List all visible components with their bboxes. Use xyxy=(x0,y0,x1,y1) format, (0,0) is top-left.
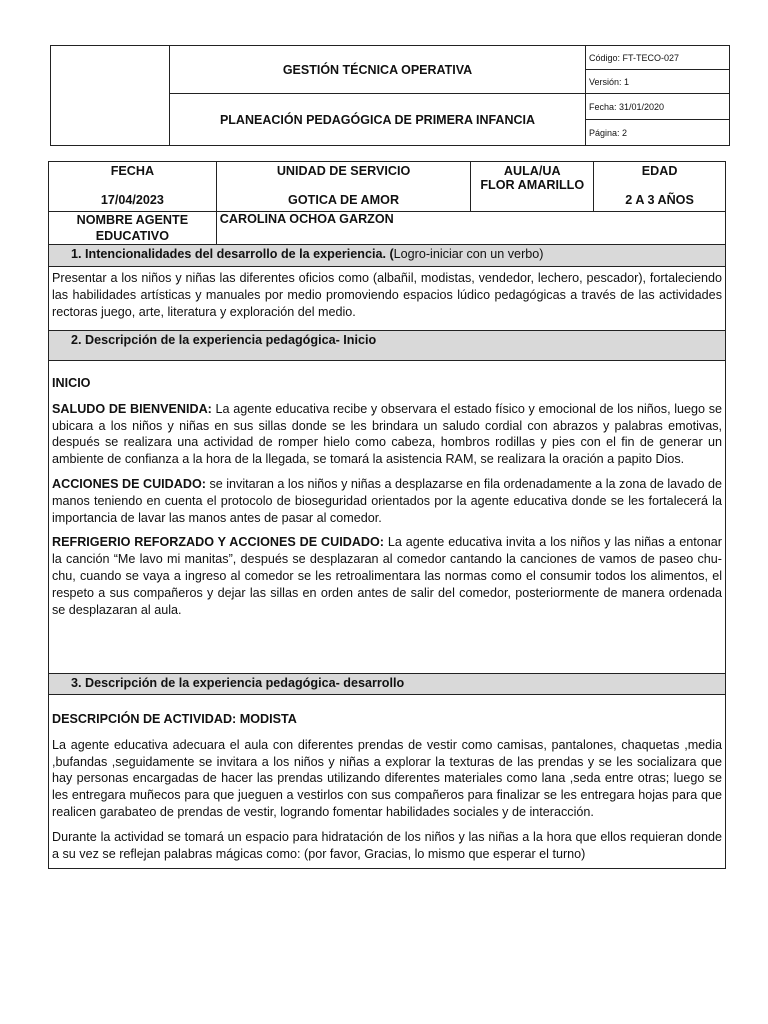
logo-cell xyxy=(51,46,170,146)
section3-header xyxy=(49,674,726,695)
agente-row xyxy=(49,212,726,245)
saludo-paragraph xyxy=(52,401,722,468)
planning-table xyxy=(48,161,726,869)
edad-cell xyxy=(594,162,726,212)
section3-paragraph-1: La agente educativa adecuara el aula con diferentes prendas de vestir como camisas, pantalones, chaquetas ,media ,bufandas ,seguidamente se invitara a los niños y niñas a explorar la texturas de las prendas y se les socializara que hay personas encargadas de hacer las prendas utilizando diferentes materiales como lana ,seda entre otras; luego se les entregara muñecos para que jueguen a vestirlos con sus compañeros para finalizar se les entregara hojas para que realicen garabateo de prendas de vestir, logrando fomentar habilidades sociales y de interacción. xyxy=(52,737,722,819)
section1-title xyxy=(49,245,726,267)
section2-title: 2. Descripción de la experiencia pedagógica- Inicio xyxy=(49,331,726,361)
aula-cell xyxy=(471,162,594,212)
section1-title-bold: 1. Intencionalidades del desarrollo de la experiencia. ( xyxy=(71,247,394,261)
section3-paragraph-2: Durante la actividad se tomará un espacio para hidratación de los niños y las niñas a la hora que ellos requieran donde a su vez se reflejan palabras mágicas como: (por favor, Gracias, lo mismo que esperar el turno) xyxy=(52,829,722,861)
inicio-heading: INICIO xyxy=(52,376,91,390)
header-version: Versión: 1 xyxy=(586,70,730,94)
edad-value: 2 A 3 AÑOS xyxy=(625,193,694,207)
section3-body-cell xyxy=(49,695,726,869)
section3-body-row xyxy=(49,695,726,869)
header-fecha: Fecha: 31/01/2020 xyxy=(586,94,730,120)
agente-label-cell xyxy=(49,212,217,245)
acciones-text: se invitaran a los niños y niñas a desplazarse en fila ordenadamente a la zona de lavado de manos teniendo en cuenta el protocolo de bioseguridad orientados por la agente educativa donde se les fortalecerá la importancia de lavar las manos antes de pasar al comedor. xyxy=(52,476,722,525)
refrigerio-text: La agente educativa invita a los niños y las niñas a entonar la canción “Me lavo mi manitas”, después se desplazaran al comedor cantando la canciones de vamos de paseo chu-chu, cuando se vaya a ingreso al comedor se les retroalimentara las normas como el consumir todos los alimentos, el respeto a sus compañeros y dejar las sillas en orden antes de salir del comedor, posteriormente de manera ordenada se desplazaran al aula. xyxy=(52,535,722,617)
section1-header xyxy=(49,245,726,267)
agente-label-1: NOMBRE AGENTE xyxy=(76,213,189,227)
header-title-1: GESTIÓN TÉCNICA OPERATIVA xyxy=(170,46,586,94)
aula-value: FLOR AMARILLO xyxy=(480,178,585,192)
acciones-paragraph xyxy=(52,476,722,526)
fecha-cell xyxy=(49,162,217,212)
unidad-value: GOTICA DE AMOR xyxy=(288,193,400,207)
header-pagina: Página: 2 xyxy=(586,120,730,146)
section2-body-row xyxy=(49,361,726,674)
document-header xyxy=(50,45,730,146)
header-title-2: PLANEACIÓN PEDAGÓGICA DE PRIMERA INFANCIA xyxy=(170,94,586,146)
agente-value: CAROLINA OCHOA GARZON xyxy=(216,212,725,245)
edad-label: EDAD xyxy=(641,164,678,178)
aula-label: AULA/UA xyxy=(503,164,561,178)
saludo-label: SALUDO DE BIENVENIDA: xyxy=(52,401,212,416)
fecha-label: FECHA xyxy=(110,164,155,178)
saludo-text: La agente educativa recibe y observara el estado físico y emocional de los niños, luego se ubicara a los niños y niñas en sus sillas donde se les brindara un saludo cordial con abrazos y palabras emotivas, después se realizara una actividad de romper hielo como cabeza, hombros rodillas y pies con el fin de generar un ambiente de confianza a la hora de la llegada, se tomará la asistencia RAM, se realizara la oración a papito Dios. xyxy=(52,401,722,467)
section1-body-row xyxy=(49,267,726,331)
section1-body-cell xyxy=(49,267,726,331)
unidad-label: UNIDAD DE SERVICIO xyxy=(276,164,411,178)
section1-title-rest: Logro-iniciar con un verbo) xyxy=(393,247,544,261)
acciones-label: ACCIONES DE CUIDADO: xyxy=(52,476,206,491)
section2-header xyxy=(49,331,726,361)
info-row xyxy=(49,162,726,212)
section1-body: Presentar a los niños y niñas las diferentes oficios como (albañil, modistas, vendedor, lechero, pescador), fortaleciendo las habilidades artísticas y manuales por medio promoviendo espacios lúdico pedagógicas a través de las actividades rectoras juego, arte, literatura y exploración del medio. xyxy=(52,271,722,319)
section2-body-cell xyxy=(49,361,726,674)
unidad-cell xyxy=(216,162,471,212)
fecha-value: 17/04/2023 xyxy=(100,193,164,207)
actividad-heading: DESCRIPCIÓN DE ACTIVIDAD: MODISTA xyxy=(52,712,297,726)
refrigerio-label: REFRIGERIO REFORZADO Y ACCIONES DE CUIDADO: xyxy=(52,535,384,550)
header-codigo: Código: FT-TECO-027 xyxy=(586,46,730,70)
refrigerio-paragraph xyxy=(52,534,722,618)
section3-title: 3. Descripción de la experiencia pedagógica- desarrollo xyxy=(49,674,726,695)
agente-label-2: EDUCATIVO xyxy=(95,229,169,243)
